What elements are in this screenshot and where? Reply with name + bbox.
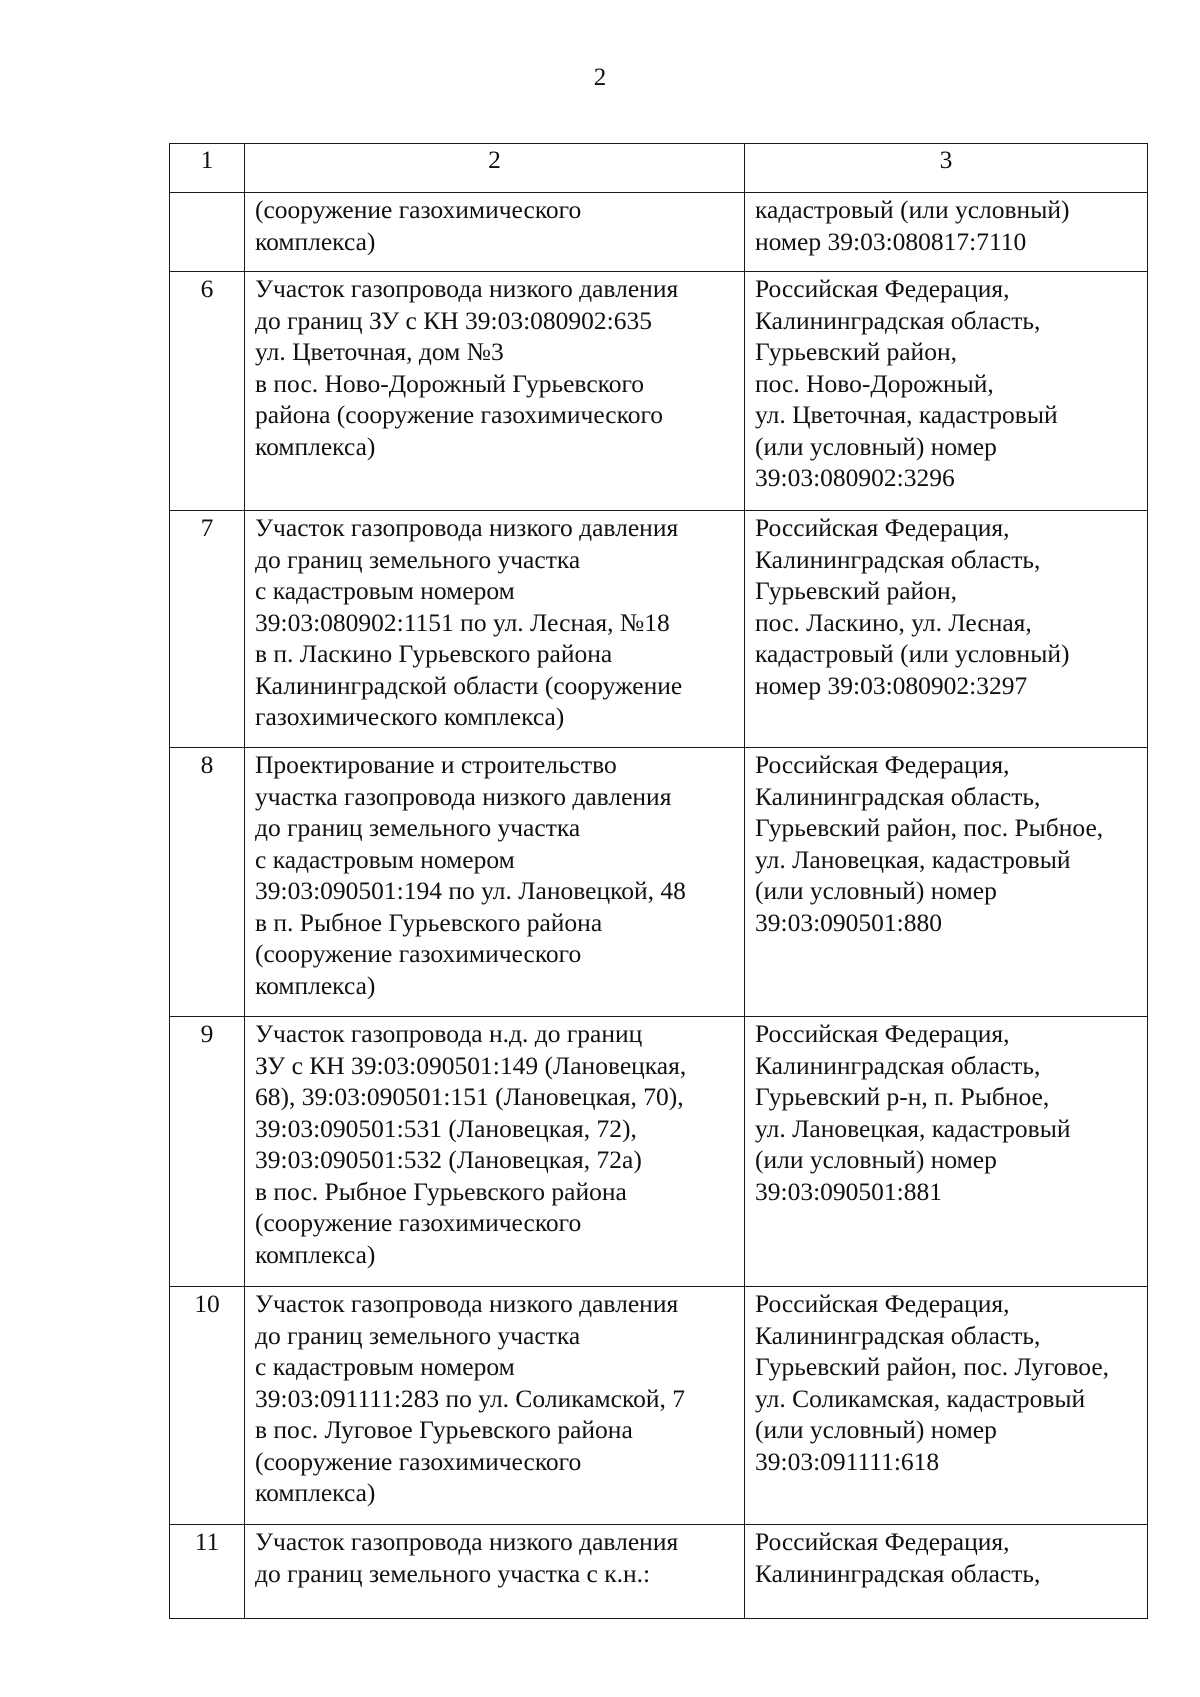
- cell-text-line: (или условный) номер: [755, 431, 997, 461]
- cell-text-line: кадастровый (или условный): [755, 195, 1070, 224]
- table-row: [170, 511, 1148, 748]
- registry-table: [169, 143, 1148, 1619]
- cell-text-line: Российская Федерация,: [755, 1527, 1010, 1556]
- cell-text-line: пос. Ново-Дорожный,: [755, 368, 994, 398]
- cell-text-line: участка газопровода низкого давления: [255, 781, 672, 811]
- cell-text-line: 39:03:080902:3296: [755, 463, 955, 492]
- cell-text-line: (сооружение газохимического: [255, 1446, 582, 1476]
- row-number-cell: 7: [170, 511, 245, 748]
- header-cell-3: 3: [745, 144, 1148, 193]
- cell-text-line: Гурьевский район, пос. Рыбное,: [755, 813, 1104, 842]
- table-row: [170, 193, 1148, 272]
- cell-text-line: комплекса): [255, 1478, 376, 1507]
- object-name-cell: [245, 511, 745, 748]
- address-cell: [745, 1525, 1148, 1619]
- cell-text-line: Гурьевский район,: [755, 337, 957, 366]
- cell-text-line: (сооружение газохимического: [255, 1208, 582, 1237]
- cell-text-line: ул. Лановецкая, кадастровый: [755, 1113, 1071, 1143]
- cell-text-line: с кадастровым номером: [255, 576, 515, 605]
- cell-text-line: Российская Федерация,: [755, 750, 1010, 779]
- object-name-cell: [245, 1525, 745, 1619]
- page-number: 2: [593, 64, 607, 91]
- cell-text-line: ул. Лановецкая, кадастровый: [755, 844, 1071, 874]
- cell-text-line: (сооружение газохимического: [255, 195, 582, 224]
- cell-text-line: в п. Рыбное Гурьевского района: [255, 907, 603, 937]
- cell-text-line: Калининградской области (сооружение: [255, 670, 683, 700]
- table-row: [170, 1017, 1148, 1287]
- cell-text-line: Российская Федерация,: [755, 513, 1010, 542]
- cell-text-line: с кадастровым номером: [255, 844, 515, 874]
- table-row: [170, 272, 1148, 511]
- cell-text-line: до границ земельного участка: [255, 544, 581, 574]
- object-name-cell: [245, 1017, 745, 1287]
- cell-text-line: (сооружение газохимического: [255, 939, 582, 968]
- table-header-row: [170, 144, 1148, 193]
- cell-text-line: до границ земельного участка: [255, 1320, 581, 1350]
- cell-text-line: 39:03:091111:618: [755, 1446, 940, 1476]
- table-row: [170, 748, 1148, 1017]
- object-name-cell: [245, 193, 745, 272]
- cell-text-line: до границ земельного участка: [255, 813, 581, 842]
- cell-text-line: Российская Федерация,: [755, 274, 1010, 303]
- row-number-cell: 9: [170, 1017, 245, 1287]
- cell-text-line: в пос. Луговое Гурьевского района: [255, 1415, 633, 1444]
- cell-text-line: Калининградская область,: [755, 781, 1041, 811]
- cell-text-line: Участок газопровода н.д. до границ: [255, 1019, 643, 1048]
- cell-text-line: в пос. Рыбное Гурьевского района: [255, 1176, 627, 1206]
- cell-text-line: Калининградская область,: [755, 1320, 1041, 1350]
- address-cell: [745, 1287, 1148, 1525]
- object-name-cell: [245, 748, 745, 1017]
- row-number-cell: 10: [170, 1287, 245, 1525]
- row-number-cell: 8: [170, 748, 245, 1017]
- cell-text-line: кадастровый (или условный): [755, 639, 1070, 668]
- cell-text-line: комплекса): [255, 431, 376, 461]
- cell-text-line: в пос. Ново-Дорожный Гурьевского: [255, 368, 645, 398]
- cell-text-line: Гурьевский р-н, п. Рыбное,: [755, 1082, 1050, 1111]
- cell-text-line: Калининградская область,: [755, 305, 1041, 335]
- cell-text-line: 39:03:090501:194 по ул. Лановецкой, 48: [255, 876, 686, 905]
- cell-text-line: комплекса): [255, 970, 376, 1000]
- cell-text-line: комплекса): [255, 226, 376, 256]
- address-cell: [745, 1017, 1148, 1287]
- cell-text-line: ул. Соликамская, кадастровый: [755, 1383, 1086, 1413]
- cell-text-line: Калининградская область,: [755, 544, 1041, 574]
- cell-text-line: газохимического комплекса): [255, 702, 565, 731]
- cell-text-line: Гурьевский район,: [755, 576, 957, 605]
- cell-text-line: с кадастровым номером: [255, 1352, 515, 1381]
- cell-text-line: (или условный) номер: [755, 876, 997, 905]
- cell-text-line: до границ земельного участка с к.н.:: [255, 1558, 651, 1588]
- table-row: [170, 1525, 1148, 1619]
- cell-text-line: Участок газопровода низкого давления: [255, 1527, 679, 1556]
- table-row: [170, 1287, 1148, 1525]
- cell-text-line: 39:03:080902:1151 по ул. Лесная, №18: [255, 607, 670, 637]
- cell-text-line: Участок газопровода низкого давления: [255, 1289, 679, 1318]
- cell-text-line: (или условный) номер: [755, 1145, 997, 1174]
- cell-text-line: ул. Цветочная, дом №3: [255, 337, 504, 366]
- cell-text-line: пос. Ласкино, ул. Лесная,: [755, 607, 1032, 637]
- cell-text-line: 68), 39:03:090501:151 (Лановецкая, 70),: [255, 1082, 684, 1111]
- cell-text-line: Участок газопровода низкого давления: [255, 274, 679, 303]
- cell-text-line: 39:03:091111:283 по ул. Соликамской, 7: [255, 1383, 685, 1413]
- cell-text-line: ЗУ с КН 39:03:090501:149 (Лановецкая,: [255, 1050, 687, 1080]
- header-cell-2: 2: [245, 144, 745, 193]
- cell-text-line: 39:03:090501:881: [755, 1176, 943, 1206]
- cell-text-line: Участок газопровода низкого давления: [255, 513, 679, 542]
- object-name-cell: [245, 272, 745, 511]
- row-number-cell: [170, 193, 245, 272]
- cell-text-line: Российская Федерация,: [755, 1289, 1010, 1318]
- address-cell: [745, 511, 1148, 748]
- cell-text-line: комплекса): [255, 1239, 376, 1269]
- cell-text-line: Гурьевский район, пос. Луговое,: [755, 1352, 1110, 1381]
- object-name-cell: [245, 1287, 745, 1525]
- address-cell: [745, 748, 1148, 1017]
- cell-text-line: Российская Федерация,: [755, 1019, 1010, 1048]
- cell-text-line: района (сооружение газохимического: [255, 400, 664, 429]
- cell-text-line: Калининградская область,: [755, 1050, 1041, 1080]
- cell-text-line: ул. Цветочная, кадастровый: [755, 400, 1058, 429]
- row-number-cell: 11: [170, 1525, 245, 1619]
- cell-text-line: Проектирование и строительство: [255, 750, 617, 779]
- cell-text-line: номер 39:03:080817:7110: [755, 226, 1027, 256]
- row-number-cell: 6: [170, 272, 245, 511]
- cell-text-line: Калининградская область,: [755, 1558, 1041, 1588]
- address-cell: [745, 272, 1148, 511]
- cell-text-line: 39:03:090501:880: [755, 907, 943, 937]
- address-cell: [745, 193, 1148, 272]
- cell-text-line: в п. Ласкино Гурьевского района: [255, 639, 613, 668]
- header-cell-1: 1: [170, 144, 245, 193]
- cell-text-line: 39:03:090501:531 (Лановецкая, 72),: [255, 1113, 637, 1143]
- cell-text-line: до границ ЗУ с КН 39:03:080902:635: [255, 305, 653, 335]
- cell-text-line: номер 39:03:080902:3297: [755, 670, 1028, 700]
- cell-text-line: (или условный) номер: [755, 1415, 997, 1444]
- cell-text-line: 39:03:090501:532 (Лановецкая, 72а): [255, 1145, 642, 1174]
